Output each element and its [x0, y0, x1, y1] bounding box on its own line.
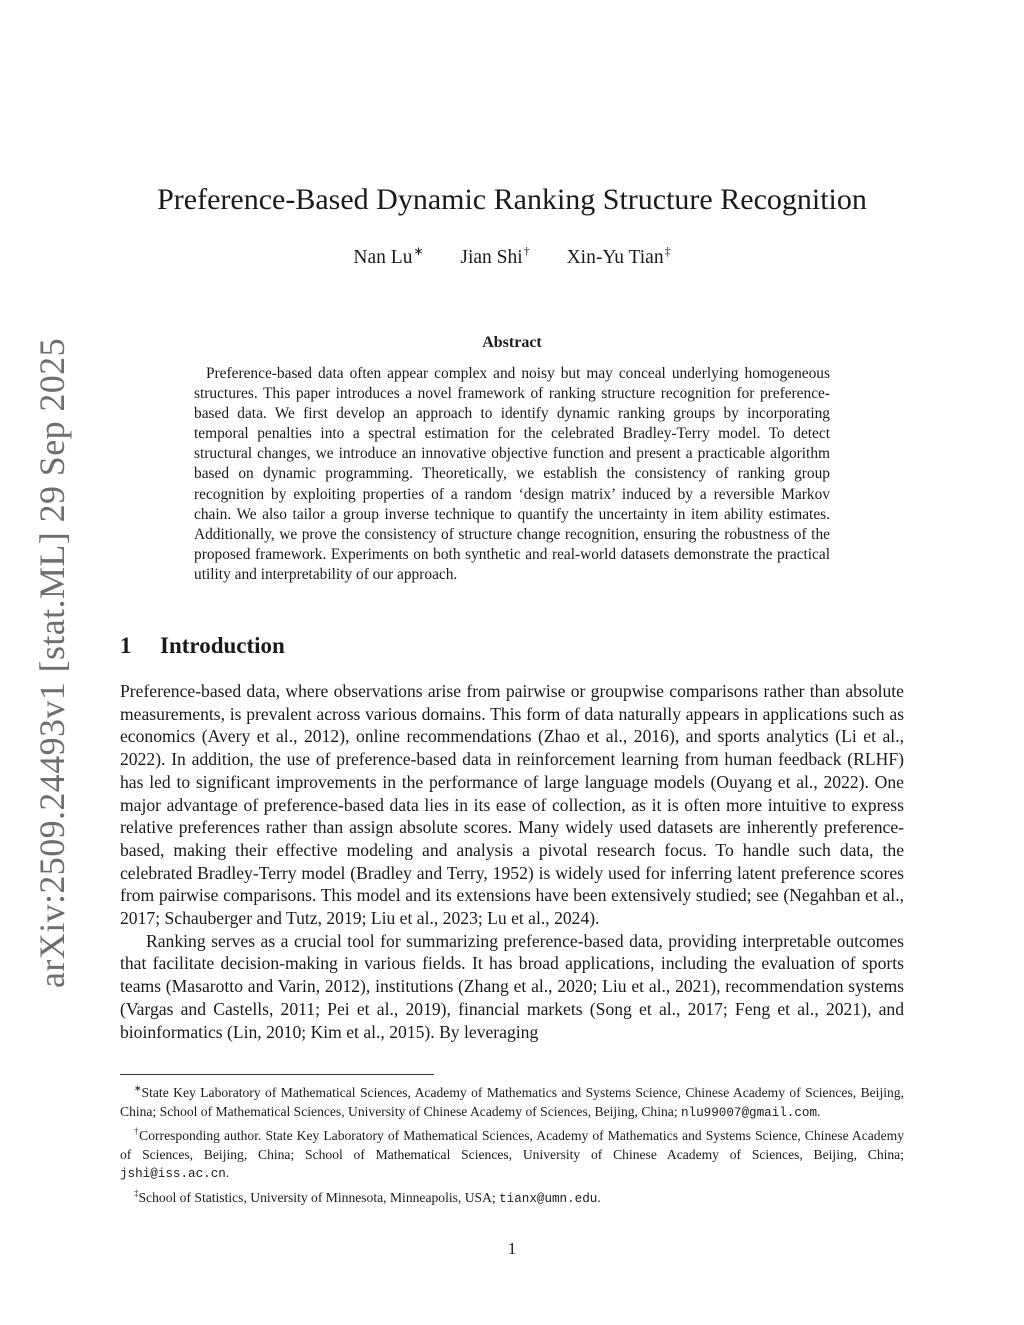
footnote-3 — [120, 1184, 904, 1209]
footnote-tail: . — [597, 1189, 601, 1205]
author-2 — [460, 244, 529, 269]
author-footnote-mark: ‡ — [664, 244, 671, 258]
paper-title: Preference-Based Dynamic Ranking Structure Recognition — [157, 183, 867, 216]
author-1 — [353, 244, 423, 269]
footnote-text: State Key Laboratory of Mathematical Sciences, Academy of Mathematics and Systems Science, Chinese Academy of Sciences, Beijing, China; School of Mathematical Sciences, University of Chinese Academy of Sciences, Beijing, China; — [120, 1085, 904, 1119]
section-heading-introduction — [120, 633, 285, 659]
author-footnote-mark: † — [523, 244, 530, 258]
footnotes — [120, 1079, 904, 1208]
email-address[interactable]: tianx@umn.edu — [499, 1191, 598, 1206]
author-list — [0, 244, 1024, 269]
footnote-tail: . — [817, 1103, 821, 1119]
footnote-1 — [120, 1079, 904, 1122]
footnote-divider — [120, 1074, 434, 1075]
author-3 — [567, 244, 671, 269]
abstract-body: Preference-based data often appear complex and noisy but may conceal underlying homogeneous structures. This paper introduces a novel framework of ranking structure recognition for preference-based data. We first develop an approach to identify dynamic ranking groups by incorporating temporal penalties into a spectral estimation for the celebrated Bradley-Terry model. To detect structural changes, we introduce an innovative objective function and present a practicable algorithm based on dynamic programming. Theoretically, we establish the consistency of ranking group recognition by exploiting properties of a random ‘design matrix’ induced by a reversible Markov chain. We also tailor a group inverse technique to quantify the uncertainty in item ability estimates. Additionally, we prove the consistency of structure change recognition, ensuring the robustness of the proposed framework. Experiments on both synthetic and real-world datasets demonstrate the practical utility and interpretability of our approach. — [194, 365, 830, 583]
footnote-tail: . — [225, 1165, 230, 1180]
footnote-mark: ∗ — [134, 1083, 142, 1093]
arxiv-identifier-stamp: arXiv:2509.24493v1 [stat.ML] 29 Sep 2025 — [32, 338, 72, 988]
email-address[interactable]: jshi@iss.ac.cn — [120, 1167, 226, 1181]
paragraph: Preference-based data, where observations arise from pairwise or groupwise comparisons rather than absolute measurements, is prevalent across various domains. This form of data naturally appears in applications such as economics (Avery et al., 2012), online recommendations (Zhao et al., 2016), and sports analytics (Li et al., 2022). In addition, the use of preference-based data in reinforcement learning from human feedback (RLHF) has led to significant improvements in the performance of large language models (Ouyang et al., 2022). One major advantage of preference-based data lies in its ease of collection, as it is often more intuitive to express relative preferences rather than assign absolute scores. Many widely used datasets are inherently preference-based, making their effective modeling and analysis a pivotal research focus. To handle such data, the celebrated Bradley-Terry model (Bradley and Terry, 1952) is widely used for inferring latent preference scores from pairwise comparisons. This model and its extensions have been extensively studied; see (Negahban et al., 2017; Schauberger and Tutz, 2019; Liu et al., 2023; Lu et al., 2024). — [120, 681, 904, 929]
author-name: Nan Lu — [353, 247, 413, 268]
section-number: 1 — [120, 633, 132, 658]
abstract-heading: Abstract — [482, 334, 542, 351]
author-footnote-mark: ∗ — [413, 244, 424, 258]
paragraph: Ranking serves as a crucial tool for summarizing preference-based data, providing interpretable outcomes that facilitate decision-making in various fields. It has broad applications, including the evaluation of sports teams (Masarotto and Varin, 2012), institutions (Zhang et al., 2020; Liu et al., 2021), recommendation systems (Vargas and Castells, 2011; Pei et al., 2019), financial markets (Song et al., 2017; Feng et al., 2021), and bioinformatics (Lin, 2010; Kim et al., 2015). By leveraging — [120, 930, 904, 1042]
footnote-text: School of Statistics, University of Minnesota, Minneapolis, USA; — [138, 1189, 500, 1205]
footnote-mark: † — [134, 1126, 140, 1136]
author-name: Jian Shi — [460, 247, 523, 268]
section-title: Introduction — [160, 633, 285, 658]
footnote-mark: ‡ — [134, 1187, 139, 1198]
author-name: Xin-Yu Tian — [566, 247, 664, 268]
page-number: 1 — [507, 1239, 517, 1258]
email-address[interactable]: nlu99007@gmail.com — [681, 1105, 818, 1120]
footnote-text: Corresponding author. State Key Laboratory of Mathematical Sciences, Academy of Mathematics and Systems Science, Chinese Academy of Sciences, Beijing, China; School of Mathematical Sciences, University of Chinese Academy of Sciences, Beijing, China; — [120, 1128, 904, 1162]
introduction-body — [120, 680, 904, 1043]
footnote-2 — [120, 1122, 904, 1184]
